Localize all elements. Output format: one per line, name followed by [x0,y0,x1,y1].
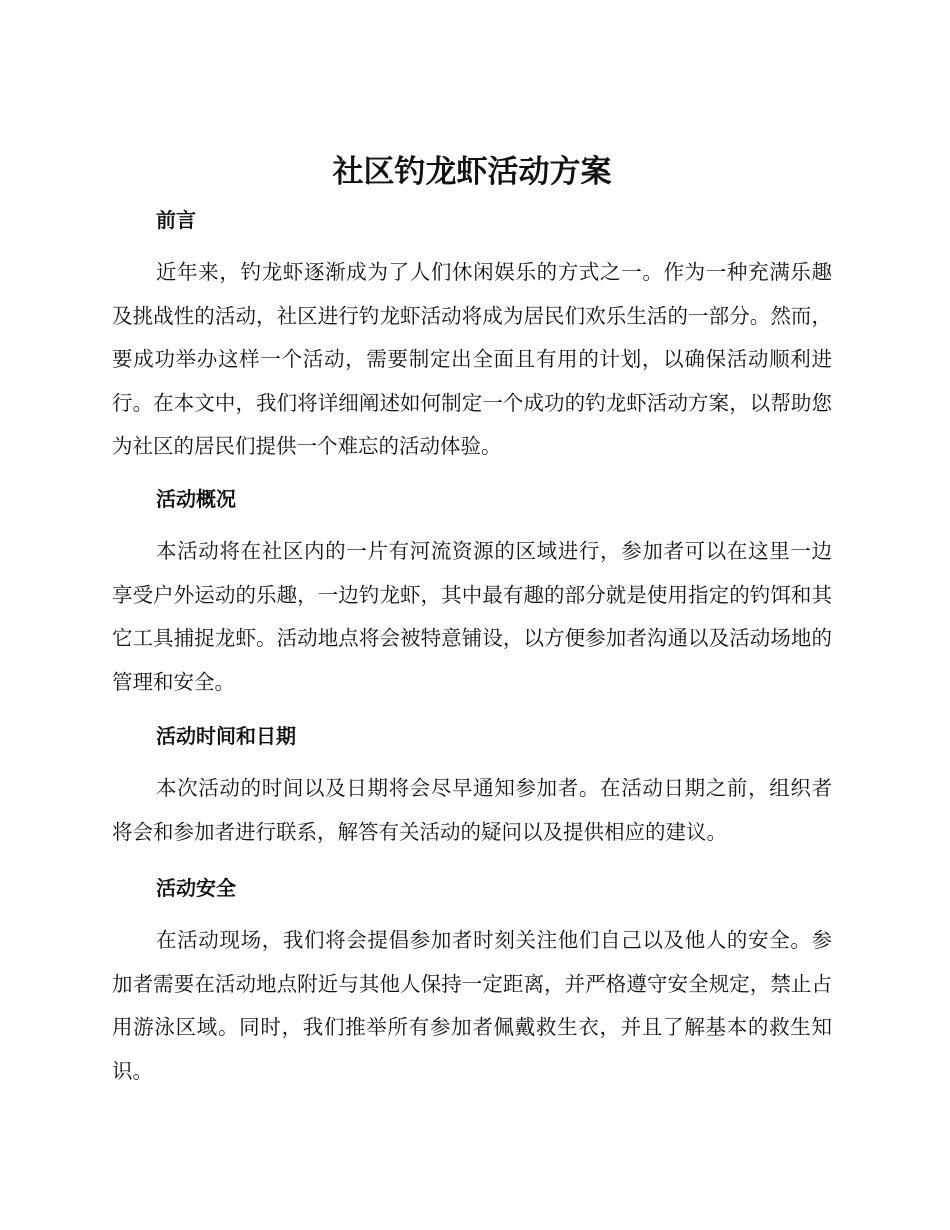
section-heading-overview: 活动概况 [156,487,236,511]
section-body-time-date: 本次活动的时间以及日期将会尽早通知参加者。在活动日期之前，组织者将会和参加者进行联系，解答有关活动的疑问以及提供相应的建议。 [112,776,832,844]
section-body-overview: 本活动将在社区内的一片有河流资源的区域进行，参加者可以在这里一边享受户外运动的乐趣，一边钓龙虾，其中最有趣的部分就是使用指定的钓饵和其它工具捕捉龙虾。活动地点将会被特意铺设，以方便参加者沟通以及活动场地的管理和安全。 [112,539,832,694]
document-title: 社区钓龙虾活动方案 [332,154,612,190]
section-heading-time-date: 活动时间和日期 [156,724,296,748]
section-body-safety: 在活动现场，我们将会提倡参加者时刻关注他们自己以及他人的安全。参加者需要在活动地点附近与其他人保持一定距离，并严格遵守安全规定，禁止占用游泳区域。同时，我们推举所有参加者佩戴救生衣，并且了解基本的救生知识。 [112,928,832,1083]
section-heading-safety: 活动安全 [156,876,236,900]
section-heading-preface: 前言 [156,208,196,232]
section-body-preface: 近年来，钓龙虾逐渐成为了人们休闲娱乐的方式之一。作为一种充满乐趣及挑战性的活动，社区进行钓龙虾活动将成为居民们欢乐生活的一部分。然而，要成功举办这样一个活动，需要制定出全面且有用的计划，以确保活动顺利进行。在本文中，我们将详细阐述如何制定一个成功的钓龙虾活动方案，以帮助您为社区的居民们提供一个难忘的活动体验。 [112,260,832,458]
